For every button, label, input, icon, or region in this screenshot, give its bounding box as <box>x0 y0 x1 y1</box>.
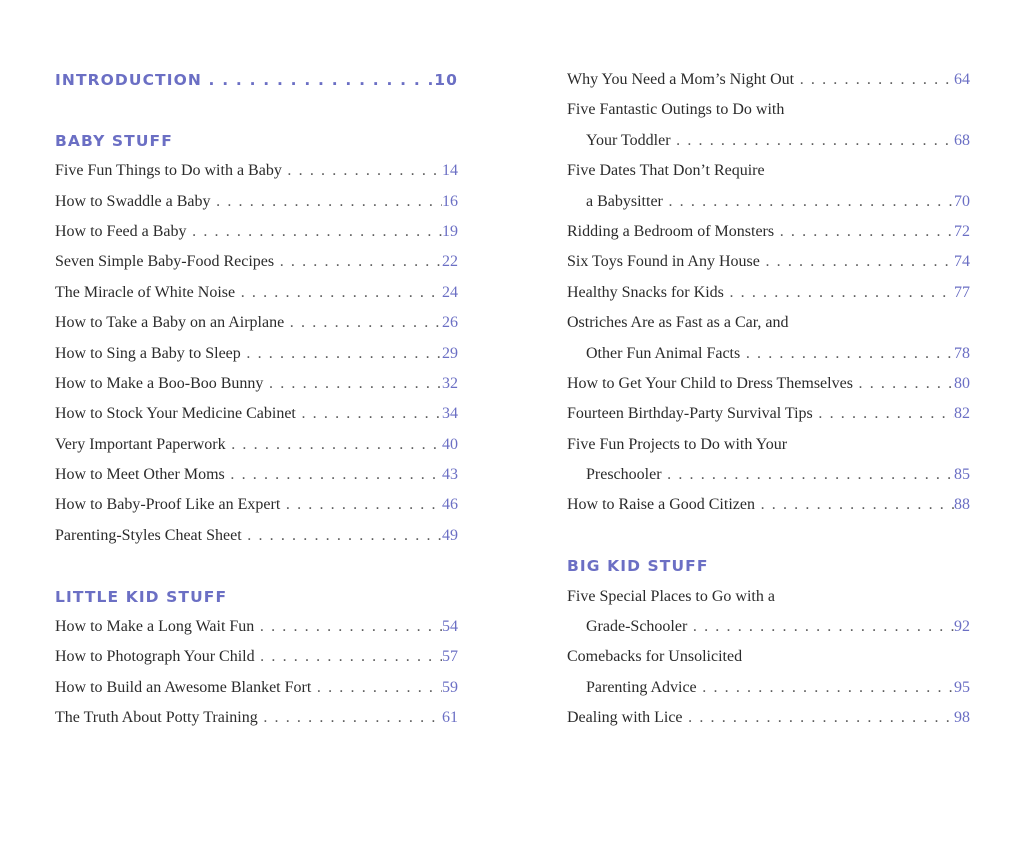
toc-entry-title: Fourteen Birthday-Party Survival Tips <box>567 405 813 423</box>
toc-entry[interactable] <box>55 430 458 460</box>
toc-entry[interactable] <box>55 521 458 551</box>
toc-entry[interactable] <box>55 308 458 338</box>
toc-entry-title: Why You Need a Mom’s Night Out <box>567 71 795 88</box>
toc-entry-title: How to Meet Other Moms <box>55 466 225 484</box>
dot-leader <box>760 247 954 277</box>
dot-leader <box>241 339 442 369</box>
toc-entry[interactable] <box>567 187 970 217</box>
toc-entry-page-number: 34 <box>442 405 458 423</box>
toc-entry-title: Dealing with Lice <box>567 709 683 727</box>
dot-leader <box>697 673 954 703</box>
dot-leader <box>755 490 954 520</box>
toc-entry-title: Other Fun Animal Facts <box>586 344 741 362</box>
toc-entry-title: Preschooler <box>586 466 662 484</box>
toc-entry-title: How to Photograph Your Child <box>55 648 255 666</box>
dot-leader <box>813 399 954 429</box>
toc-entry-page-number: 19 <box>442 222 458 240</box>
section-heading-big-kid-stuff: BIG KID STUFF <box>567 557 709 576</box>
toc-entry[interactable] <box>55 247 458 277</box>
dot-leader <box>671 126 954 156</box>
toc-introduction-page: 10 <box>434 71 458 89</box>
dot-leader <box>226 430 442 460</box>
toc-entry-page-number: 29 <box>442 344 458 362</box>
toc-entry[interactable] <box>567 126 970 156</box>
toc-entry-title: How to Raise a Good Citizen <box>567 496 755 514</box>
toc-entry-page-number: 88 <box>954 496 970 514</box>
dot-leader <box>211 187 442 217</box>
toc-entry-page-number: 57 <box>442 648 458 666</box>
toc-entry[interactable] <box>55 369 458 399</box>
toc-entry-title: Six Toys Found in Any House <box>567 253 760 271</box>
toc-right-column <box>567 65 970 734</box>
little-kid-stuff-continued-list <box>567 65 970 521</box>
toc-entry-page-number: 80 <box>954 374 970 392</box>
toc-entry-title: Very Important Paperwork <box>55 435 226 453</box>
toc-entry-page-number: 78 <box>954 344 970 362</box>
toc-entry[interactable] <box>55 399 458 429</box>
dot-leader <box>683 703 954 733</box>
toc-entry-page-number: 77 <box>954 283 970 301</box>
toc-entry[interactable] <box>567 65 970 95</box>
toc-entry-title: How to Stock Your Medicine Cabinet <box>55 405 296 423</box>
dot-leader <box>794 65 954 95</box>
toc-entry-page-number: 40 <box>442 435 458 453</box>
dot-leader <box>662 460 954 490</box>
toc-entry[interactable] <box>567 278 970 308</box>
toc-entry-page-number: 95 <box>954 678 970 696</box>
little-kid-stuff-list <box>55 612 458 734</box>
toc-entry-title: Grade-Schooler <box>586 618 688 636</box>
toc-entry-title-line1[interactable]: Ostriches Are as Fast as a Car, and <box>567 314 789 332</box>
section-gap <box>567 521 970 551</box>
toc-entry-title-line1[interactable]: Five Fun Projects to Do with Your <box>567 435 788 453</box>
toc-entry[interactable] <box>55 490 458 520</box>
toc-entry-title: Your Toddler <box>586 131 671 149</box>
toc-entry-title: Healthy Snacks for Kids <box>567 283 724 301</box>
toc-entry[interactable] <box>55 612 458 642</box>
dot-leader <box>235 278 442 308</box>
toc-entry-title: a Babysitter <box>586 192 663 210</box>
section-gap <box>55 95 458 125</box>
toc-entry[interactable] <box>55 217 458 247</box>
dot-leader <box>311 673 442 703</box>
dot-leader <box>663 187 954 217</box>
toc-entry-title: Ridding a Bedroom of Monsters <box>567 222 775 240</box>
big-kid-stuff-list <box>567 582 970 734</box>
section-heading-little-kid-stuff: LITTLE KID STUFF <box>55 587 228 606</box>
toc-entry[interactable] <box>567 612 970 642</box>
toc-introduction[interactable] <box>55 65 458 95</box>
toc-entry[interactable] <box>55 460 458 490</box>
toc-entry[interactable] <box>567 399 970 429</box>
dot-leader <box>263 369 442 399</box>
toc-entry-page-number: 68 <box>954 131 970 149</box>
toc-entry-page-number: 98 <box>954 709 970 727</box>
toc-entry-page-number: 16 <box>442 192 458 210</box>
toc-entry-page-number: 22 <box>442 253 458 271</box>
toc-entry-title: How to Make a Long Wait Fun <box>55 618 255 636</box>
toc-entry-title-line1[interactable]: Five Special Places to Go with a <box>567 587 775 605</box>
toc-entry-title: How to Feed a Baby <box>55 222 187 240</box>
toc-entry[interactable] <box>567 339 970 369</box>
toc-entry-title: The Miracle of White Noise <box>55 283 236 301</box>
toc-entry[interactable] <box>55 187 458 217</box>
toc-entry-page-number: 46 <box>442 496 458 514</box>
dot-leader <box>258 703 442 733</box>
toc-entry-page-number: 92 <box>954 618 970 636</box>
section-gap <box>55 551 458 581</box>
section-heading-baby-stuff: BABY STUFF <box>55 131 173 150</box>
toc-entry[interactable] <box>55 156 458 186</box>
dot-leader <box>187 217 442 247</box>
toc-entry-title: Seven Simple Baby-Food Recipes <box>55 253 275 271</box>
toc-entry-page-number: 26 <box>442 314 458 332</box>
toc-entry-page-number: 85 <box>954 466 970 484</box>
dot-leader <box>280 490 442 520</box>
toc-entry-page-number: 70 <box>954 192 970 210</box>
toc-entry-title: How to Get Your Child to Dress Themselves <box>567 374 853 392</box>
toc-entry-page-number: 24 <box>442 283 458 301</box>
toc-entry[interactable] <box>567 460 970 490</box>
toc-entry-title: Parenting-Styles Cheat Sheet <box>55 526 242 544</box>
toc-entry-title-line1[interactable]: Comebacks for Unsolicited <box>567 648 743 666</box>
toc-entry[interactable] <box>55 642 458 672</box>
toc-entry[interactable] <box>567 247 970 277</box>
toc-entry-title: How to Make a Boo-Boo Bunny <box>55 374 264 392</box>
toc-entry-title-line1[interactable]: Five Dates That Don’t Require <box>567 162 765 180</box>
toc-entry-page-number: 61 <box>442 709 458 727</box>
dot-leader <box>225 460 442 490</box>
dot-leader <box>242 521 442 551</box>
dot-leader <box>687 612 954 642</box>
baby-stuff-list <box>55 156 458 551</box>
toc-entry[interactable] <box>55 278 458 308</box>
dot-leader <box>296 399 442 429</box>
toc-entry-page-number: 43 <box>442 466 458 484</box>
toc-entry-title: How to Take a Baby on an Airplane <box>55 314 285 332</box>
toc-entry-page-number: 59 <box>442 678 458 696</box>
dot-leader <box>284 308 442 338</box>
dot-leader <box>724 278 954 308</box>
toc-left-column <box>55 65 458 734</box>
toc-entry-page-number: 74 <box>954 253 970 271</box>
toc-entry-page-number: 64 <box>954 71 970 88</box>
toc-entry[interactable] <box>567 369 970 399</box>
toc-entry-page-number: 32 <box>442 374 458 392</box>
toc-entry-title: How to Baby-Proof Like an Expert <box>55 496 281 514</box>
dot-leader <box>255 642 442 672</box>
dot-leader <box>740 339 954 369</box>
toc-entry-title: How to Build an Awesome Blanket Fort <box>55 678 312 696</box>
toc-entry[interactable] <box>567 490 970 520</box>
dot-leader <box>282 156 442 186</box>
toc-entry-title: Five Fun Things to Do with a Baby <box>55 162 282 180</box>
dot-leader <box>254 612 442 642</box>
toc-entry[interactable] <box>55 673 458 703</box>
toc-entry[interactable] <box>567 217 970 247</box>
toc-entry-title: How to Swaddle a Baby <box>55 192 211 210</box>
toc-entry-page-number: 49 <box>442 526 458 544</box>
toc-entry[interactable] <box>567 703 970 733</box>
toc-introduction-title: INTRODUCTION <box>55 71 202 89</box>
dot-leader <box>202 65 434 95</box>
toc-entry[interactable] <box>55 339 458 369</box>
toc-entry-page-number: 72 <box>954 222 970 240</box>
toc-entry[interactable] <box>55 703 458 733</box>
toc-entry-page-number: 82 <box>954 405 970 423</box>
toc-entry-page-number: 14 <box>442 162 458 180</box>
toc-entry-title: Parenting Advice <box>586 678 697 696</box>
toc-entry-page-number: 54 <box>442 618 458 636</box>
dot-leader <box>274 247 442 277</box>
dot-leader <box>853 369 954 399</box>
toc-entry-title: How to Sing a Baby to Sleep <box>55 344 241 362</box>
dot-leader <box>774 217 954 247</box>
toc-entry-title: The Truth About Potty Training <box>55 709 258 727</box>
toc-entry[interactable] <box>567 673 970 703</box>
toc-entry-title-line1[interactable]: Five Fantastic Outings to Do with <box>567 101 785 119</box>
